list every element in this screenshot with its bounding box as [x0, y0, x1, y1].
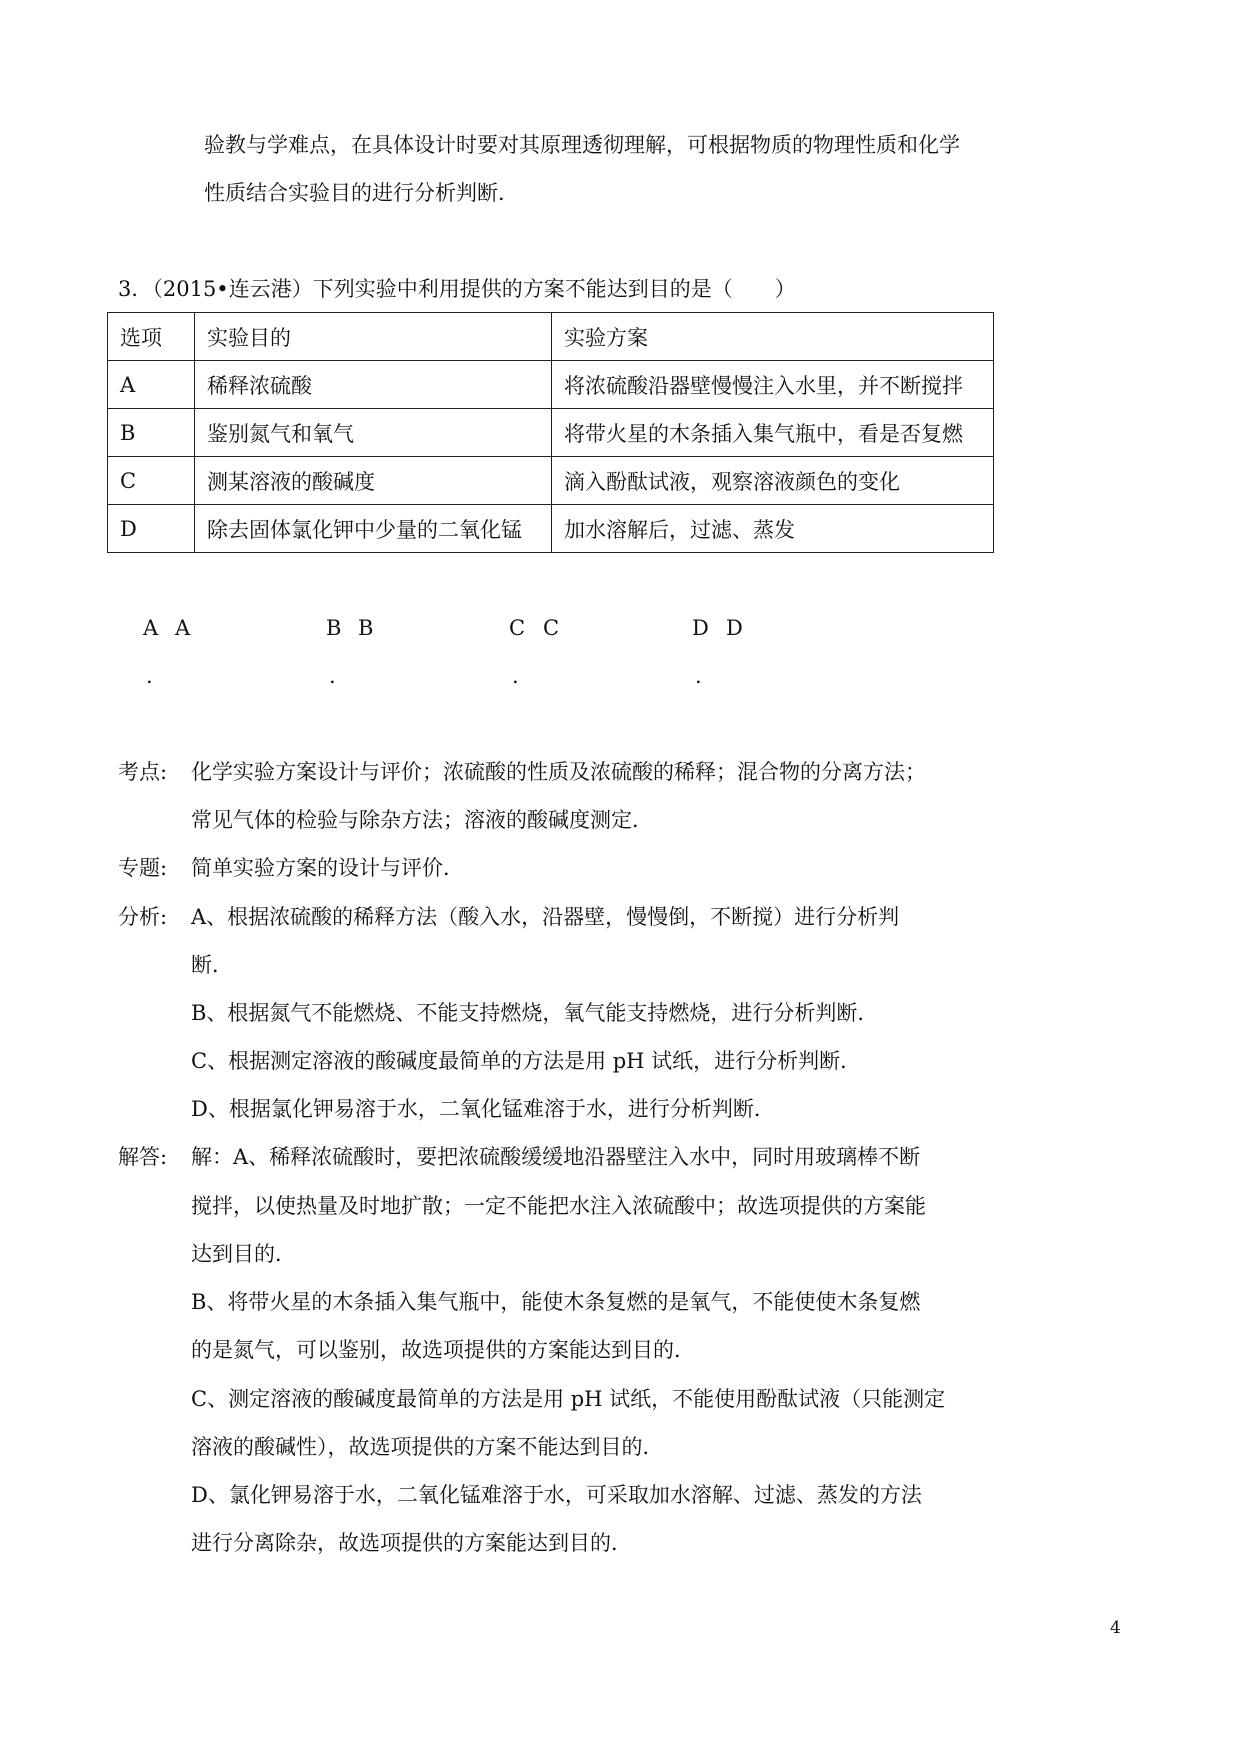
table-cell: 滴入酚酞试液，观察溶液颜色的变化 — [552, 457, 994, 505]
table-row — [108, 505, 994, 553]
jieda-b-line-2: 的是氮气，可以鉴别，故选项提供的方案能达到目的． — [191, 1338, 695, 1362]
jieda-c-line-2: 溶液的酸碱性），故选项提供的方案不能达到目的． — [191, 1435, 664, 1459]
header-cell: 实验目的 — [195, 313, 552, 361]
table-header-row — [108, 313, 994, 361]
intro-line-1: 验教与学难点，在具体设计时要对其原理透彻理解，可根据物质的物理性质和化学 — [204, 133, 960, 157]
fenxi-a-line-2: 断． — [191, 953, 233, 977]
choice-d-dot: . — [695, 664, 702, 688]
choice-d-letter[interactable]: D — [692, 616, 709, 640]
table-cell: 除去固体氯化钾中少量的二氧化锰 — [195, 505, 552, 553]
zhuanti-text: 简单实验方案的设计与评价． — [191, 856, 464, 880]
table-cell: A — [108, 361, 195, 409]
choice-b-text[interactable]: B — [358, 616, 374, 640]
jieda-a-line-3: 达到目的． — [191, 1242, 296, 1266]
choice-d-text[interactable]: D — [726, 616, 743, 640]
header-cell: 选项 — [108, 313, 195, 361]
fenxi-b: B、根据氮气不能燃烧、不能支持燃烧，氧气能支持燃烧，进行分析判断． — [191, 1001, 879, 1025]
jieda-c-line-1: C、测定溶液的酸碱度最简单的方法是用 pH 试纸，不能使用酚酞试液（只能测定 — [191, 1387, 946, 1411]
table-cell: 测某溶液的酸碱度 — [195, 457, 552, 505]
table-cell: B — [108, 409, 195, 457]
table-cell: 将浓硫酸沿器壁慢慢注入水里，并不断搅拌 — [552, 361, 994, 409]
options-table — [107, 312, 994, 553]
intro-line-2: 性质结合实验目的进行分析判断． — [204, 181, 519, 205]
choice-b-dot: . — [329, 664, 336, 688]
jieda-label: 解答: — [118, 1145, 168, 1169]
jieda-b-line-1: B、将带火星的木条插入集气瓶中，能使木条复燃的是氧气，不能使使木条复燃 — [191, 1290, 921, 1314]
choice-c-text[interactable]: C — [543, 616, 560, 640]
choice-c-dot: . — [512, 664, 519, 688]
kaodian-label: 考点: — [118, 760, 168, 784]
table-row — [108, 457, 994, 505]
jieda-d-line-2: 进行分离除杂，故选项提供的方案能达到目的． — [191, 1531, 632, 1555]
choice-c-letter[interactable]: C — [509, 616, 526, 640]
header-cell: 实验方案 — [552, 313, 994, 361]
question-text: 3．（2015•连云港）下列实验中利用提供的方案不能达到目的是（ ） — [118, 277, 796, 301]
jieda-a-line-2: 搅拌，以使热量及时地扩散；一定不能把水注入浓硫酸中；故选项提供的方案能 — [191, 1194, 926, 1218]
kaodian-line-1: 化学实验方案设计与评价；浓硫酸的性质及浓硫酸的稀释；混合物的分离方法； — [191, 760, 926, 784]
table-cell: C — [108, 457, 195, 505]
jieda-d-line-1: D、氯化钾易溶于水，二氧化锰难溶于水，可采取加水溶解、过滤、蒸发的方法 — [191, 1483, 922, 1507]
table-cell: 稀释浓硫酸 — [195, 361, 552, 409]
fenxi-a-line-1: A、根据浓硫酸的稀释方法（酸入水，沿器壁，慢慢倒，不断搅）进行分析判 — [191, 905, 900, 929]
table-cell: 将带火星的木条插入集气瓶中，看是否复燃 — [552, 409, 994, 457]
jieda-a-line-1: 解：A、稀释浓硫酸时，要把浓硫酸缓缓地沿器壁注入水中，同时用玻璃棒不断 — [191, 1145, 921, 1169]
zhuanti-label: 专题: — [118, 856, 168, 880]
choice-b-letter[interactable]: B — [326, 616, 342, 640]
table-cell: 鉴别氮气和氧气 — [195, 409, 552, 457]
page-number: 4 — [1110, 1618, 1121, 1638]
table-row — [108, 409, 994, 457]
table-cell: D — [108, 505, 195, 553]
choice-a-text[interactable]: A — [175, 616, 191, 640]
table-cell: 加水溶解后，过滤、蒸发 — [552, 505, 994, 553]
kaodian-line-2: 常见气体的检验与除杂方法；溶液的酸碱度测定． — [191, 808, 653, 832]
choice-a-letter[interactable]: A — [143, 616, 159, 640]
choice-a-dot: . — [146, 664, 153, 688]
table-row — [108, 361, 994, 409]
fenxi-c: C、根据测定溶液的酸碱度最简单的方法是用 pH 试纸，进行分析判断． — [191, 1049, 862, 1073]
fenxi-label: 分析: — [118, 905, 168, 929]
fenxi-d: D、根据氯化钾易溶于水，二氧化锰难溶于水，进行分析判断． — [191, 1097, 775, 1121]
